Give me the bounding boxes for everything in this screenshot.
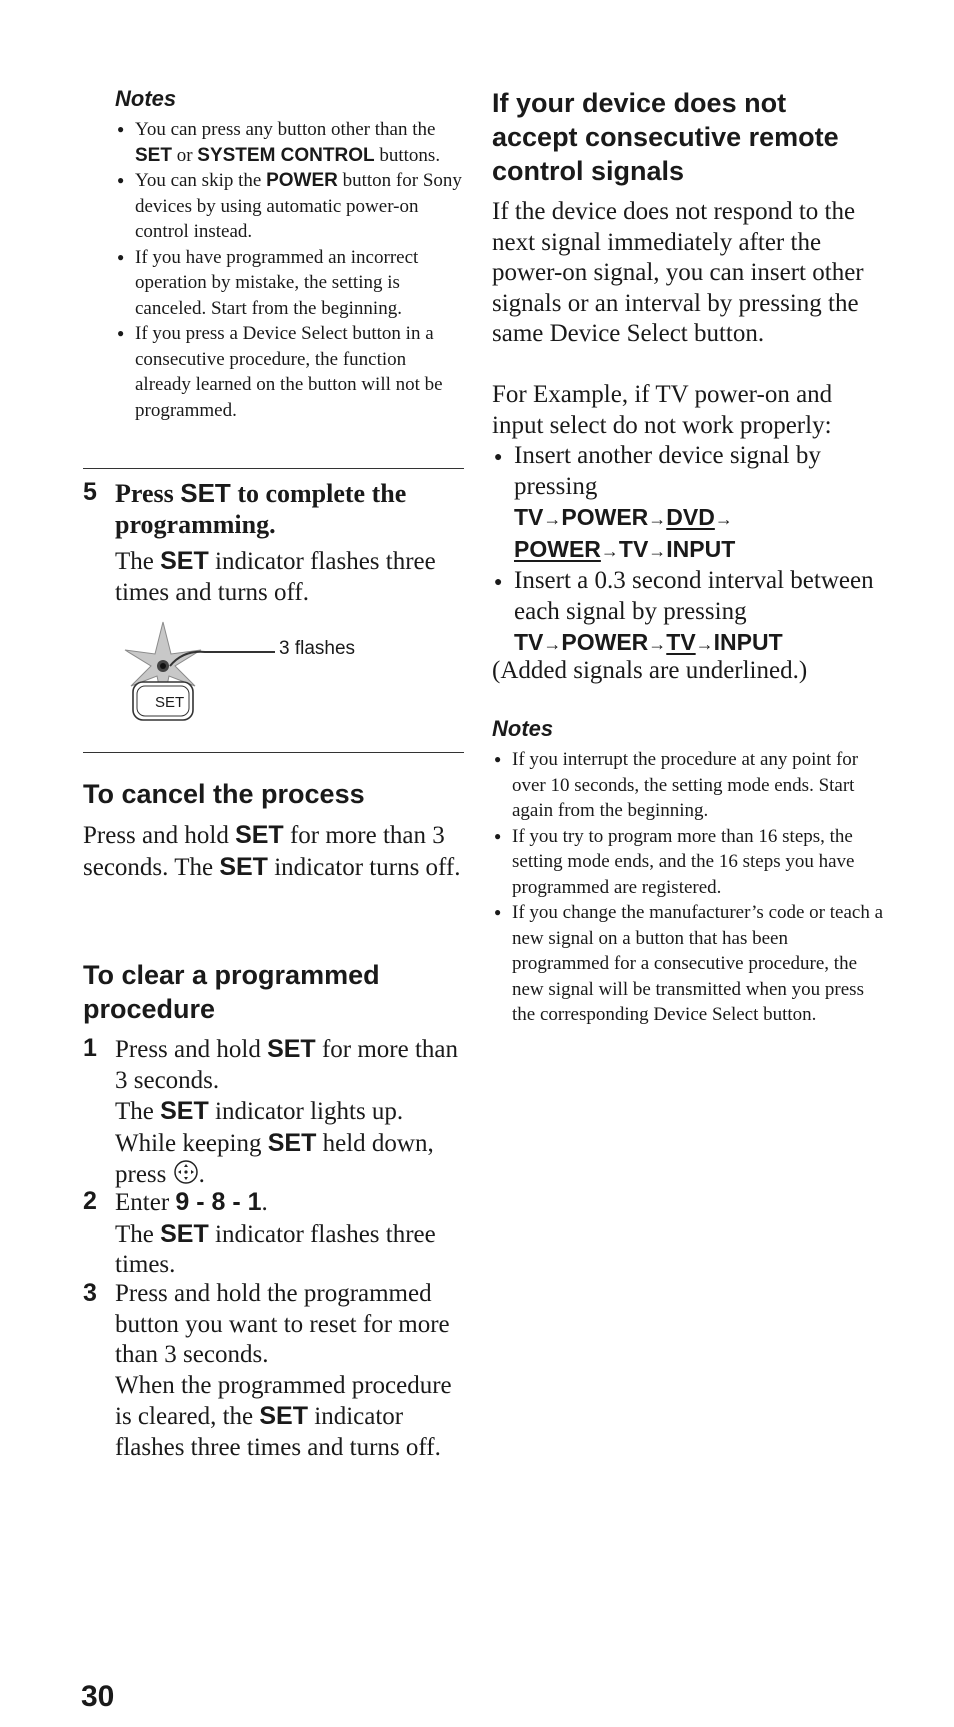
- step-body: Press and hold SET for more than 3 seconds. The SET indicator lights up. While keeping SET held down, press .: [115, 1034, 465, 1194]
- section-heading: To clear a programmed procedure: [83, 960, 380, 1024]
- paragraph: For Example, if TV power-on and input select do not work properly:: [492, 381, 833, 439]
- list-item: ● Insert another device signal by pressing TV→POWER→DVD→ POWER→TV→INPUT: [492, 441, 882, 566]
- paragraph: If the device does not respond to the next signal immediately after the power-on signal, you can insert other signals or an interval by pressing the same Device Select button.: [492, 198, 864, 347]
- step-body: The SET indicator flashes three times and turns off.: [115, 547, 436, 606]
- step-number: 5: [83, 478, 97, 506]
- page-number: 30: [81, 1680, 115, 1713]
- step-title: Press SET to complete the programming.: [115, 478, 407, 539]
- notes-heading: Notes: [115, 86, 177, 111]
- cancel-text: Press and hold SET for more than 3 seconds. The SET indicator turns off.: [83, 821, 461, 881]
- set-indicator-figure: [113, 620, 413, 735]
- step-body: Enter 9 - 8 - 1. The SET indicator flashes three times.: [115, 1188, 436, 1278]
- list-item: ● You can press any button other than the SET or SYSTEM CONTROL buttons.: [115, 117, 465, 168]
- section-heading: If your device does not accept consecutive remote control signals: [492, 88, 839, 186]
- signal-sequence: TV→POWER→TV→INPUT: [514, 629, 783, 655]
- divider: [83, 752, 464, 753]
- divider: [83, 468, 464, 469]
- signal-sequence: TV→POWER→DVD→ POWER→TV→INPUT: [514, 504, 736, 562]
- list-item: ● You can skip the POWER button for Sony devices by using automatic power-on control instead.: [115, 168, 465, 245]
- step-number: 3: [83, 1279, 97, 1307]
- list-item: ● If you press a Device Select button in a consecutive procedure, the function already learned on the button will not be programmed.: [115, 321, 465, 423]
- notes-heading: Notes: [492, 716, 554, 741]
- list-item: ● Insert a 0.3 second interval between each signal by pressing TV→POWER→TV→INPUT: [492, 566, 882, 659]
- step-body: Press and hold the programmed button you want to reset for more than 3 seconds. When the programmed procedure is cleared, the SET indicator flashes three times and turns off.: [115, 1280, 452, 1461]
- paragraph: (Added signals are underlined.): [492, 657, 808, 684]
- notes-list: [115, 117, 465, 423]
- set-button-label: SET: [155, 694, 185, 711]
- list-item: ● If you change the manufacturer’s code or teach a new signal on a button that has been programmed for a consecutive procedure, the new signal will be transmitted when you press the corresponding Device Select button.: [492, 900, 884, 1028]
- list-item: ● If you interrupt the procedure at any point for over 10 seconds, the setting mode ends. Start again from the beginning.: [492, 747, 884, 824]
- notes-list: [492, 747, 884, 1028]
- section-heading: To cancel the process: [83, 779, 365, 809]
- bullet-list: [492, 441, 882, 659]
- flashes-callout: 3 flashes: [279, 638, 356, 659]
- step-number: 2: [83, 1187, 97, 1215]
- list-item: ● If you have programmed an incorrect operation by mistake, the setting is canceled. Start from the beginning.: [115, 245, 465, 322]
- list-item: ● If you try to program more than 16 steps, the setting mode ends, and the 16 steps you have programmed are registered.: [492, 824, 884, 901]
- step-number: 1: [83, 1034, 97, 1062]
